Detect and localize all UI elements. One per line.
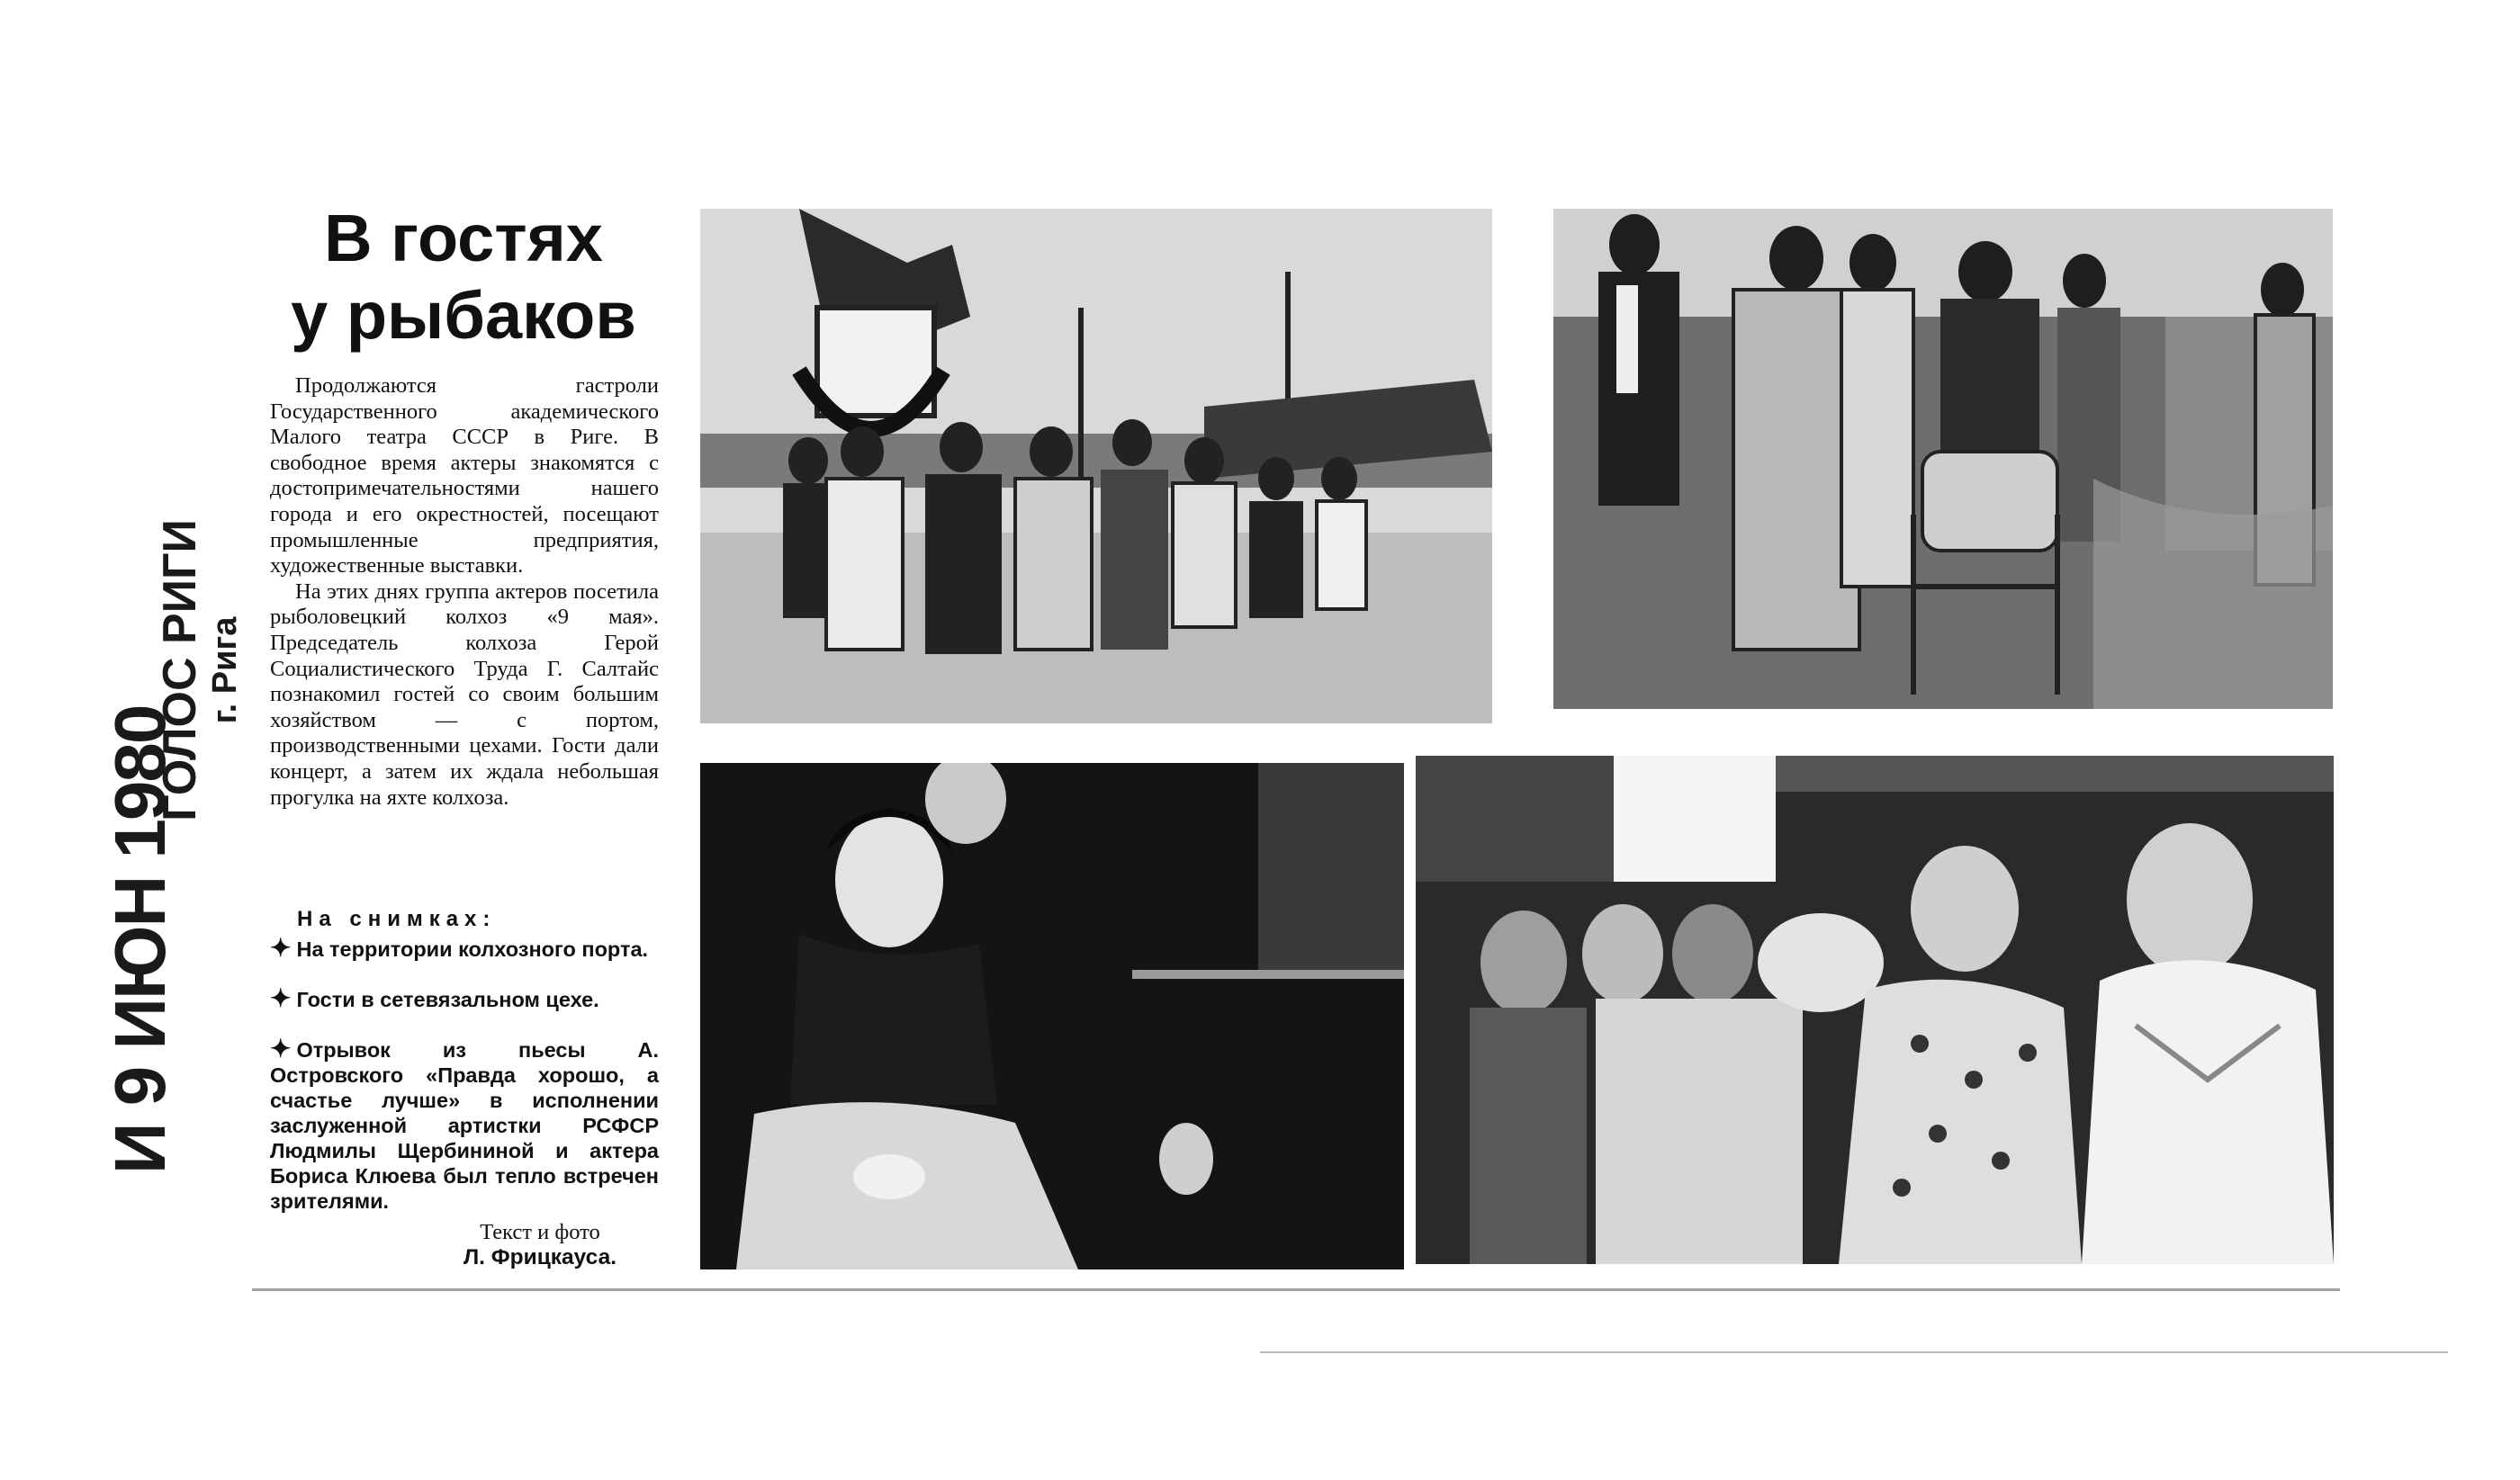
star-bullet-icon: ✦	[270, 934, 292, 962]
audience-photo-image	[1416, 756, 2334, 1264]
article-paragraph: На этих днях группа актеров посетила рыболовецкий колхоз «9 мая». Председатель колхоза Герой Социалистического Труда Г. Салтайс познакомил гостей со своим большим хозяйством — с портом, производственными цехами. Гости дали концерт, а затем их ждала небольшая прогулка на яхте колхоза.	[270, 579, 659, 810]
performance-photo-image	[700, 763, 1404, 1269]
captions-heading: На снимках:	[297, 907, 497, 931]
photo-play-performance	[700, 763, 1404, 1269]
caption-text: Отрывок из пьесы А. Островского «Правда хорошо, а счастье лучше» в исполнении заслуженной артистки РСФСР Людмилы Щербининой и актера Бориса Клюева был тепло встречен зрителями.	[270, 1038, 659, 1213]
photo-caption-1	[270, 936, 659, 962]
newspaper-name: ГОЛОС РИГИ	[154, 519, 206, 821]
port-photo-image	[700, 209, 1492, 723]
lower-rule	[1260, 1351, 2448, 1353]
photo-caption-3	[270, 1036, 659, 1214]
caption-text: На территории колхозного порта.	[296, 937, 649, 961]
photo-caption-2	[270, 986, 659, 1012]
star-bullet-icon: ✦	[270, 984, 292, 1012]
credit-author: Л. Фрицкауса.	[463, 1245, 617, 1269]
photo-net-workshop	[1553, 209, 2333, 709]
photo-port-territory	[700, 209, 1492, 723]
star-bullet-icon: ✦	[270, 1035, 292, 1063]
photo-credit	[432, 1220, 648, 1270]
article-paragraph: Продолжаются гастроли Государственного академического Малого театра СССР в Риге. В свободное время актеры знакомятся с достопримечательностями нашего города и его окрестностей, посещают промышленные предприятия, художественные выставки.	[270, 373, 659, 579]
caption-text: Гости в сетевязальном цехе.	[296, 988, 599, 1011]
workshop-photo-image	[1553, 209, 2333, 709]
date-stamp: И 9 ИЮН 1980	[100, 705, 180, 1174]
photo-audience	[1416, 756, 2334, 1264]
bottom-rule	[252, 1288, 2340, 1291]
newspaper-city: г. Рига	[206, 616, 244, 724]
article-body	[270, 373, 659, 811]
headline-line-1: В гостях	[324, 201, 603, 275]
article-headline	[261, 200, 666, 354]
credit-label: Текст и фото	[480, 1220, 600, 1244]
headline-line-2: у рыбаков	[291, 278, 636, 353]
